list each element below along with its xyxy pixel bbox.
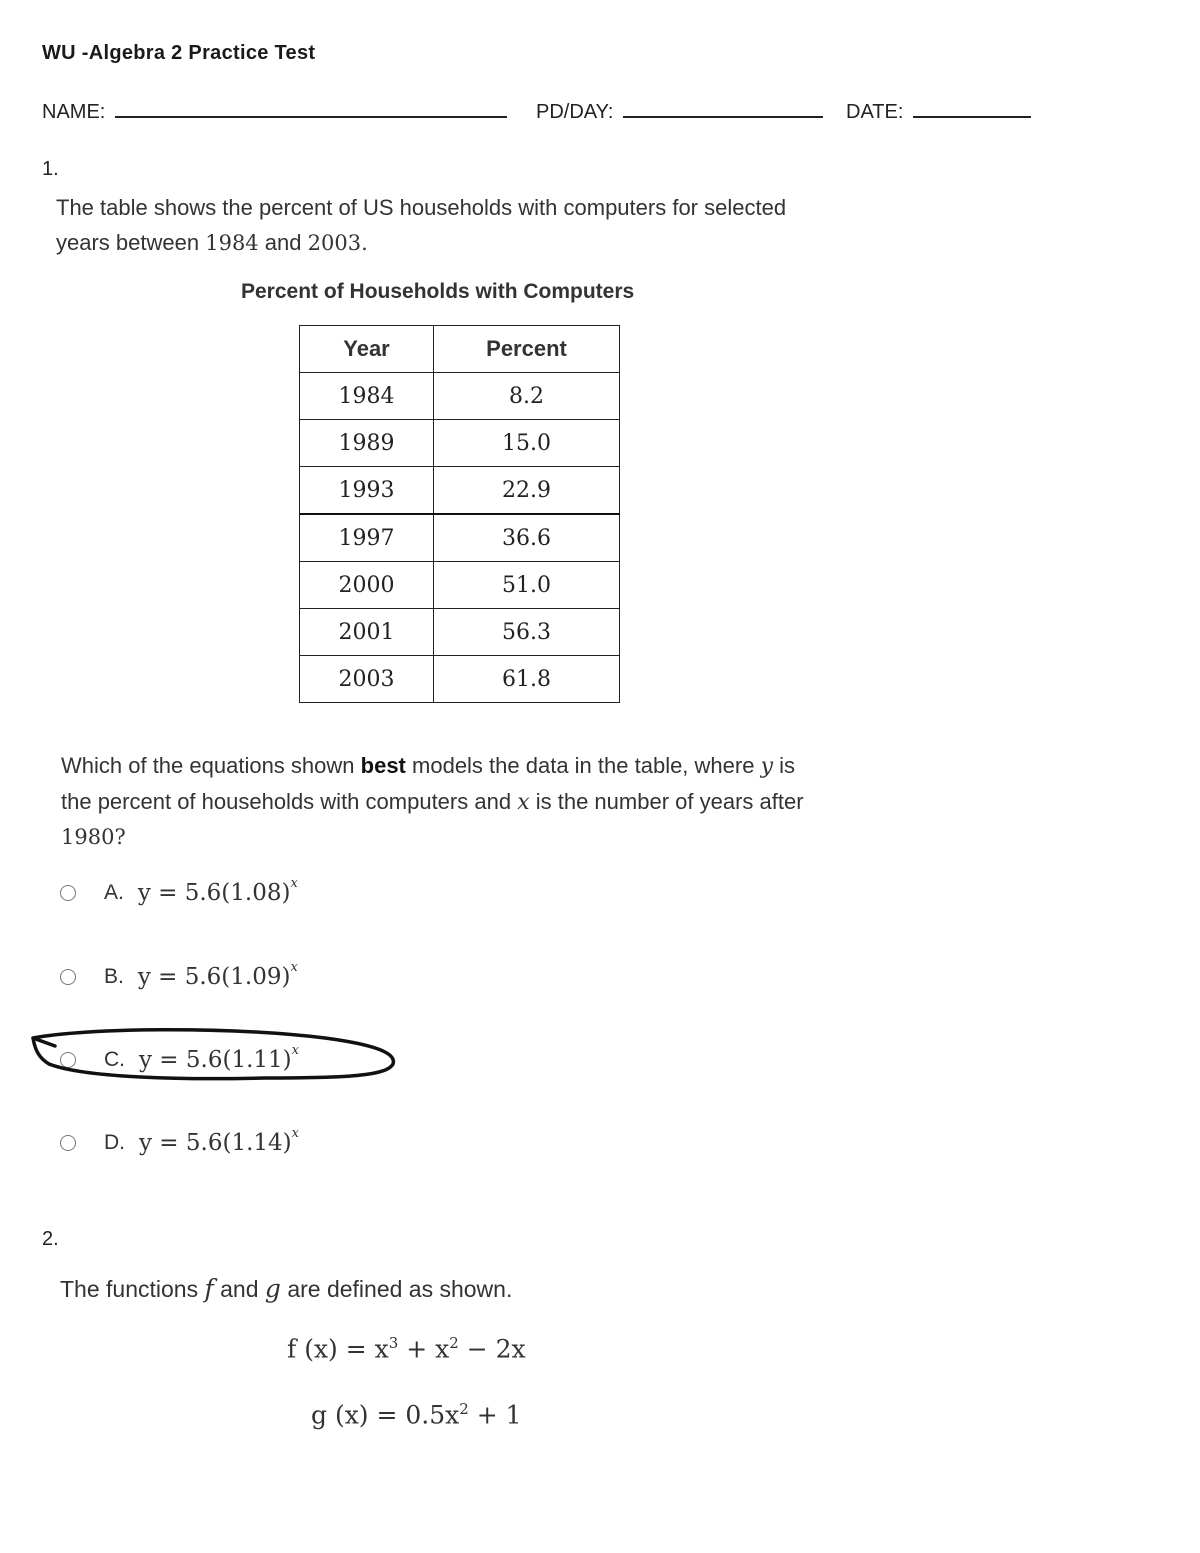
prompt-text: the percent of households with computers and: [61, 789, 512, 814]
radio-icon[interactable]: [60, 1135, 76, 1151]
percent-cell: 8.2: [434, 373, 620, 420]
g-lhs: g (x) = 0.5x: [311, 1400, 460, 1430]
equation-exponent: x: [291, 1126, 299, 1142]
page-title: WU -Algebra 2 Practice Test: [42, 42, 316, 64]
pdday-label: PD/DAY:: [536, 101, 614, 123]
year-start: 1984: [205, 231, 259, 255]
table-row: [300, 514, 620, 562]
f-exponent-2: 2: [449, 1334, 459, 1352]
pdday-field[interactable]: [623, 100, 823, 118]
year-end: 2003.: [307, 231, 368, 255]
year-cell: 1984: [300, 373, 434, 420]
equation-exponent: x: [290, 876, 298, 892]
variable-x: x: [517, 790, 530, 815]
percent-cell: 56.3: [434, 609, 620, 656]
question-1-prompt: [61, 748, 961, 855]
table-row: [300, 420, 620, 467]
question-1-number: 1.: [42, 158, 59, 180]
equation-base: y = 5.6(1.08): [137, 880, 291, 906]
radio-icon[interactable]: [60, 885, 76, 901]
percent-cell: 51.0: [434, 562, 620, 609]
year-cell: 2003: [300, 656, 434, 703]
table-row: [300, 656, 620, 703]
intro-line-1: The table shows the percent of US households with computers for selected: [56, 195, 787, 220]
prompt-emphasis: best: [360, 753, 406, 778]
prompt-text: is: [779, 753, 796, 778]
equation-base: y = 5.6(1.11): [139, 1047, 292, 1073]
option-equation: [137, 960, 298, 990]
date-field[interactable]: [913, 100, 1031, 118]
column-header-percent: Percent: [434, 326, 620, 373]
option-equation: [137, 876, 298, 906]
name-label: NAME:: [42, 101, 106, 123]
option-label: B.: [104, 965, 124, 988]
f-middle: + x: [398, 1334, 450, 1364]
column-header-year: Year: [300, 326, 434, 373]
option-b[interactable]: [60, 957, 298, 997]
function-f-definition: [287, 1334, 526, 1363]
data-table: [299, 325, 620, 703]
hand-drawn-circle-mark: [25, 1020, 405, 1090]
name-row: [42, 100, 507, 124]
intro-text: and: [220, 1276, 259, 1302]
option-equation: [139, 1126, 299, 1156]
function-g-name: g: [264, 1274, 281, 1303]
table-row: [300, 609, 620, 656]
table-row: [300, 373, 620, 420]
prompt-line-1: [61, 748, 961, 784]
table-caption: Percent of Households with Computers: [241, 280, 635, 303]
equation-base: y = 5.6(1.14): [139, 1130, 292, 1156]
question-2-intro: [60, 1271, 512, 1307]
year-cell: 2001: [300, 609, 434, 656]
intro-text: The functions: [60, 1276, 199, 1302]
intro-line-2: [56, 225, 956, 261]
question-2-number: 2.: [42, 1228, 59, 1250]
equation-base: y = 5.6(1.09): [137, 964, 291, 990]
option-label: C.: [104, 1048, 125, 1071]
percent-cell: 15.0: [434, 420, 620, 467]
prompt-text: is the number of years after: [535, 789, 804, 814]
year-cell: 1993: [300, 467, 434, 515]
f-exponent-1: 3: [388, 1334, 399, 1352]
percent-cell: 61.8: [434, 656, 620, 703]
intro-text: years between: [56, 230, 200, 255]
table-row: [300, 467, 620, 515]
prompt-text: models the data in the table, where: [412, 753, 755, 778]
radio-icon[interactable]: [60, 969, 76, 985]
table-row: [300, 562, 620, 609]
name-field[interactable]: [115, 100, 507, 118]
option-a[interactable]: [60, 873, 298, 913]
pdday-row: [536, 100, 823, 124]
prompt-line-3: 1980?: [61, 825, 126, 849]
f-tail: − 2x: [458, 1334, 526, 1364]
option-label: A.: [104, 881, 124, 904]
percent-cell: 36.6: [434, 514, 620, 562]
g-tail: + 1: [468, 1400, 522, 1430]
date-row: [846, 100, 1031, 124]
question-1-intro: [56, 190, 956, 261]
intro-and: and: [264, 230, 302, 255]
year-cell: 1989: [300, 420, 434, 467]
percent-cell: 22.9: [434, 467, 620, 515]
date-label: DATE:: [846, 101, 904, 123]
option-d[interactable]: [60, 1123, 299, 1163]
equation-exponent: x: [290, 960, 298, 976]
g-exponent: 2: [459, 1400, 469, 1418]
intro-text: are defined as shown.: [287, 1276, 513, 1302]
equation-exponent: x: [291, 1043, 299, 1059]
f-lhs: f (x) = x: [287, 1334, 389, 1364]
function-g-definition: [311, 1400, 522, 1429]
prompt-line-2: [61, 784, 961, 820]
year-cell: 2000: [300, 562, 434, 609]
table-header-row: [300, 326, 620, 373]
function-f-name: f: [204, 1274, 214, 1303]
year-cell: 1997: [300, 514, 434, 562]
variable-y: y: [760, 754, 774, 779]
option-label: D.: [104, 1131, 125, 1154]
prompt-text: Which of the equations shown: [61, 753, 355, 778]
